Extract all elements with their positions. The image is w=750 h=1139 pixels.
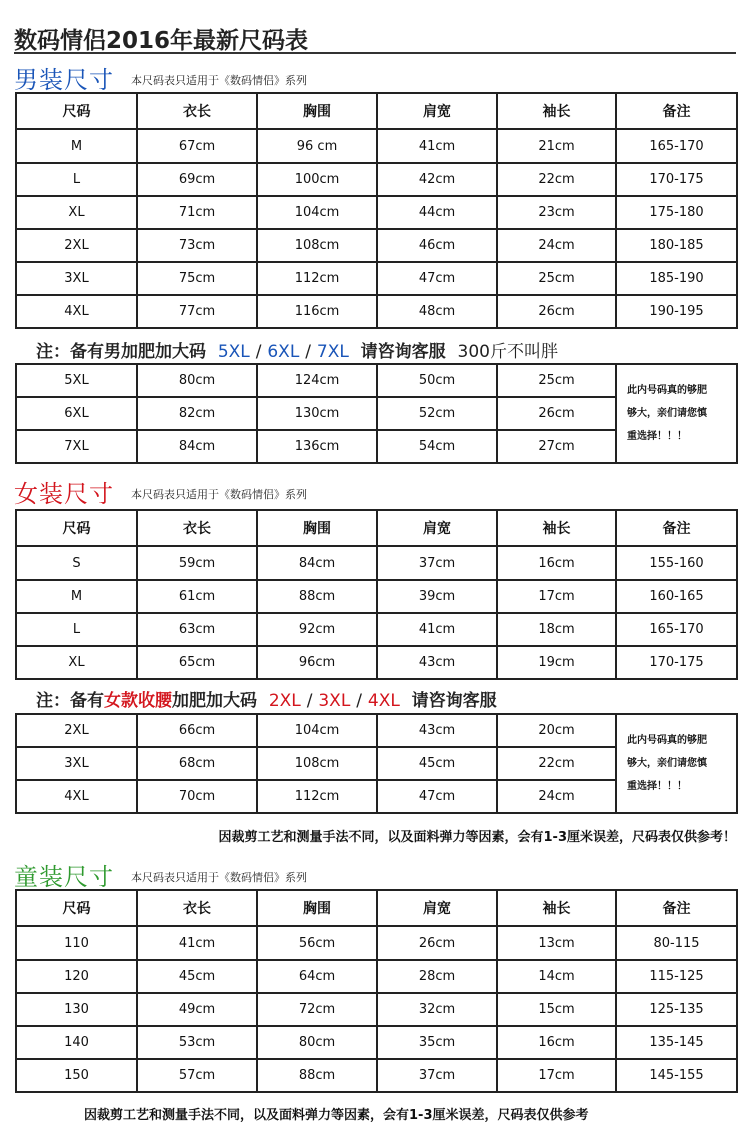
- table-cell: 24cm: [497, 229, 616, 262]
- table-cell: L: [16, 163, 137, 196]
- table-row: [16, 229, 737, 262]
- table-cell: 61cm: [137, 580, 257, 613]
- table-cell: 22cm: [497, 747, 616, 780]
- table-cell: 16cm: [497, 546, 616, 580]
- table-cell: 115-125: [616, 960, 737, 993]
- table-cell: 82cm: [137, 397, 257, 430]
- table-cell: 88cm: [257, 1059, 377, 1092]
- table-cell: 43cm: [377, 646, 497, 679]
- table-cell: 135-145: [616, 1026, 737, 1059]
- women-tip-prefix: 注：备有: [36, 691, 104, 711]
- table-row: [16, 129, 737, 163]
- women-tip-suffix: 请咨询客服: [411, 691, 497, 711]
- header-cell: 备注: [616, 890, 737, 926]
- table-cell: 19cm: [497, 646, 616, 679]
- table-row: [16, 163, 737, 196]
- header-cell: 袖长: [497, 93, 616, 129]
- table-cell: 165-170: [616, 613, 737, 646]
- table-cell: 71cm: [137, 196, 257, 229]
- table-cell: 17cm: [497, 1059, 616, 1092]
- table-cell: 124cm: [257, 364, 377, 397]
- table-cell: 130: [16, 993, 137, 1026]
- title-divider: [14, 52, 736, 54]
- kids-size-table: [15, 889, 738, 1093]
- header-cell: 备注: [616, 93, 737, 129]
- table-row: [16, 295, 737, 328]
- header-cell: 备注: [616, 510, 737, 546]
- table-cell: 18cm: [497, 613, 616, 646]
- table-cell: 5XL: [16, 364, 137, 397]
- warning-line: 够大，亲们请您慎: [627, 408, 707, 419]
- women-section-title: 女装尺寸: [14, 480, 114, 508]
- table-row: [16, 960, 737, 993]
- table-row: [16, 646, 737, 679]
- warning-line: 够大，亲们请您慎: [627, 758, 707, 769]
- men-tip-size-6xl: 6XL: [267, 342, 300, 362]
- table-cell: M: [16, 580, 137, 613]
- table-cell: 56cm: [257, 926, 377, 960]
- men-plus-size-note: [36, 337, 558, 362]
- table-cell: 136cm: [257, 430, 377, 463]
- table-cell: XL: [16, 646, 137, 679]
- men-plus-size-table: [15, 363, 738, 464]
- header-cell: 肩宽: [377, 890, 497, 926]
- table-cell: 150: [16, 1059, 137, 1092]
- table-cell: 41cm: [377, 129, 497, 163]
- table-cell: 96cm: [257, 646, 377, 679]
- table-cell: 145-155: [616, 1059, 737, 1092]
- table-cell: 49cm: [137, 993, 257, 1026]
- table-cell: 130cm: [257, 397, 377, 430]
- table-cell: 22cm: [497, 163, 616, 196]
- men-section-title: 男装尺寸: [14, 66, 114, 94]
- table-cell: 28cm: [377, 960, 497, 993]
- table-cell: 125-135: [616, 993, 737, 1026]
- table-cell: 96 cm: [257, 129, 377, 163]
- table-cell: 69cm: [137, 163, 257, 196]
- table-cell: M: [16, 129, 137, 163]
- table-row: [16, 262, 737, 295]
- page-title: 数码情侣2016年最新尺码表: [14, 28, 309, 54]
- table-cell: 92cm: [257, 613, 377, 646]
- table-cell: 68cm: [137, 747, 257, 780]
- table-cell: 53cm: [137, 1026, 257, 1059]
- table-cell: S: [16, 546, 137, 580]
- table-cell: 84cm: [137, 430, 257, 463]
- table-cell: 14cm: [497, 960, 616, 993]
- table-cell: 165-170: [616, 129, 737, 163]
- women-tip-slash: /: [356, 691, 362, 711]
- table-row: [16, 926, 737, 960]
- women-size-table: [15, 509, 738, 680]
- table-cell: 112cm: [257, 262, 377, 295]
- table-cell: 48cm: [377, 295, 497, 328]
- table-cell: 42cm: [377, 163, 497, 196]
- table-cell: 170-175: [616, 163, 737, 196]
- table-cell: 140: [16, 1026, 137, 1059]
- table-cell: 108cm: [257, 229, 377, 262]
- men-tip-slash: /: [305, 342, 311, 362]
- table-cell: 116cm: [257, 295, 377, 328]
- women-tip-mid: 加肥加大码: [172, 691, 257, 711]
- women-tip-size-3xl: 3XL: [318, 691, 351, 711]
- men-section-subtitle: 本尺码表只适用于《数码情侣》系列: [131, 74, 307, 87]
- table-cell: 160-165: [616, 580, 737, 613]
- warning-line: 此内号码真的够肥: [627, 735, 707, 746]
- kids-section-subtitle: 本尺码表只适用于《数码情侣》系列: [131, 871, 307, 884]
- table-cell: 39cm: [377, 580, 497, 613]
- table-cell: 47cm: [377, 780, 497, 813]
- warning-line: 此内号码真的够肥: [627, 385, 707, 396]
- table-cell: 120: [16, 960, 137, 993]
- table-cell: 65cm: [137, 646, 257, 679]
- women-tip-highlight: 女款收腰: [104, 691, 172, 711]
- header-cell: 衣长: [137, 93, 257, 129]
- men-tip-slash: /: [255, 342, 262, 362]
- table-cell: 54cm: [377, 430, 497, 463]
- table-cell: 77cm: [137, 295, 257, 328]
- table-row: [16, 196, 737, 229]
- table-cell: 43cm: [377, 714, 497, 747]
- table-cell: 180-185: [616, 229, 737, 262]
- table-cell: 3XL: [16, 747, 137, 780]
- table-cell: 6XL: [16, 397, 137, 430]
- table-cell: 45cm: [377, 747, 497, 780]
- table-cell: 108cm: [257, 747, 377, 780]
- table-cell: 13cm: [497, 926, 616, 960]
- men-tip-extra: 300斤不叫胖: [457, 342, 558, 362]
- table-cell: 15cm: [497, 993, 616, 1026]
- table-cell: 23cm: [497, 196, 616, 229]
- table-cell: 84cm: [257, 546, 377, 580]
- table-cell: 21cm: [497, 129, 616, 163]
- table-cell: XL: [16, 196, 137, 229]
- header-cell: 肩宽: [377, 93, 497, 129]
- table-cell: 4XL: [16, 780, 137, 813]
- women-plus-size-note: [36, 686, 497, 711]
- table-cell: 73cm: [137, 229, 257, 262]
- table-cell: 7XL: [16, 430, 137, 463]
- men-tip-suffix: 请咨询客服: [360, 342, 446, 362]
- table-cell: 112cm: [257, 780, 377, 813]
- header-cell: 尺码: [16, 510, 137, 546]
- table-cell: 88cm: [257, 580, 377, 613]
- table-cell: 57cm: [137, 1059, 257, 1092]
- header-cell: 胸围: [257, 890, 377, 926]
- table-cell: 67cm: [137, 129, 257, 163]
- table-cell: 2XL: [16, 229, 137, 262]
- table-cell: 110: [16, 926, 137, 960]
- women-tip-size-2xl: 2XL: [268, 691, 301, 711]
- table-cell: 26cm: [497, 295, 616, 328]
- header-cell: 衣长: [137, 890, 257, 926]
- table-cell: 104cm: [257, 196, 377, 229]
- table-cell: 185-190: [616, 262, 737, 295]
- men-plus-size-warning: [616, 364, 737, 463]
- warning-line: 重选择！！！: [627, 781, 687, 792]
- table-cell: 35cm: [377, 1026, 497, 1059]
- table-cell: 20cm: [497, 714, 616, 747]
- women-tip-slash: /: [306, 691, 313, 711]
- warning-line: 重选择！！！: [627, 431, 687, 442]
- women-section-subtitle: 本尺码表只适用于《数码情侣》系列: [131, 488, 307, 501]
- table-cell: 17cm: [497, 580, 616, 613]
- table-cell: 59cm: [137, 546, 257, 580]
- table-cell: 3XL: [16, 262, 137, 295]
- table-cell: 63cm: [137, 613, 257, 646]
- table-row: [16, 714, 737, 747]
- table-cell: 64cm: [257, 960, 377, 993]
- table-cell: 32cm: [377, 993, 497, 1026]
- table-cell: 37cm: [377, 546, 497, 580]
- table-cell: 46cm: [377, 229, 497, 262]
- table-row: [16, 546, 737, 580]
- table-cell: 41cm: [377, 613, 497, 646]
- women-plus-size-warning: [616, 714, 737, 813]
- table-cell: 26cm: [497, 397, 616, 430]
- table-row: [16, 613, 737, 646]
- header-cell: 胸围: [257, 510, 377, 546]
- table-cell: 104cm: [257, 714, 377, 747]
- women-plus-size-table: [15, 713, 738, 814]
- header-cell: 尺码: [16, 890, 137, 926]
- table-cell: 80-115: [616, 926, 737, 960]
- table-cell: 37cm: [377, 1059, 497, 1092]
- table-cell: L: [16, 613, 137, 646]
- table-header-row: [16, 93, 737, 129]
- men-size-table: [15, 92, 738, 329]
- disclaimer-text: 因裁剪工艺和测量手法不同，以及面料弹力等因素，会有1-3厘米误差，尺码表仅供参考！: [218, 830, 736, 845]
- table-cell: 80cm: [257, 1026, 377, 1059]
- table-cell: 155-160: [616, 546, 737, 580]
- men-tip-size-7xl: 7XL: [316, 342, 349, 362]
- table-cell: 52cm: [377, 397, 497, 430]
- table-cell: 16cm: [497, 1026, 616, 1059]
- table-cell: 190-195: [616, 295, 737, 328]
- footer-text: 因裁剪工艺和测量手法不同，以及面料弹力等因素，会有1-3厘米误差，尺码表仅供参考: [84, 1108, 589, 1123]
- header-cell: 衣长: [137, 510, 257, 546]
- header-cell: 肩宽: [377, 510, 497, 546]
- table-cell: 50cm: [377, 364, 497, 397]
- table-row: [16, 1059, 737, 1092]
- header-cell: 尺码: [16, 93, 137, 129]
- header-cell: 袖长: [497, 890, 616, 926]
- table-cell: 80cm: [137, 364, 257, 397]
- table-cell: 170-175: [616, 646, 737, 679]
- table-cell: 4XL: [16, 295, 137, 328]
- table-cell: 2XL: [16, 714, 137, 747]
- table-header-row: [16, 890, 737, 926]
- table-cell: 26cm: [377, 926, 497, 960]
- table-cell: 24cm: [497, 780, 616, 813]
- table-cell: 47cm: [377, 262, 497, 295]
- header-cell: 胸围: [257, 93, 377, 129]
- kids-section-title: 童装尺寸: [14, 863, 114, 891]
- table-cell: 44cm: [377, 196, 497, 229]
- women-tip-size-4xl: 4XL: [367, 691, 400, 711]
- table-cell: 41cm: [137, 926, 257, 960]
- table-cell: 25cm: [497, 262, 616, 295]
- men-tip-size-5xl: 5XL: [217, 342, 250, 362]
- table-row: [16, 364, 737, 397]
- table-cell: 72cm: [257, 993, 377, 1026]
- table-cell: 100cm: [257, 163, 377, 196]
- table-row: [16, 580, 737, 613]
- table-header-row: [16, 510, 737, 546]
- table-cell: 70cm: [137, 780, 257, 813]
- table-cell: 175-180: [616, 196, 737, 229]
- header-cell: 袖长: [497, 510, 616, 546]
- table-cell: 75cm: [137, 262, 257, 295]
- table-cell: 45cm: [137, 960, 257, 993]
- men-tip-prefix: 注：备有男加肥加大码: [36, 342, 206, 362]
- table-cell: 27cm: [497, 430, 616, 463]
- table-row: [16, 1026, 737, 1059]
- table-row: [16, 993, 737, 1026]
- table-cell: 25cm: [497, 364, 616, 397]
- table-cell: 66cm: [137, 714, 257, 747]
